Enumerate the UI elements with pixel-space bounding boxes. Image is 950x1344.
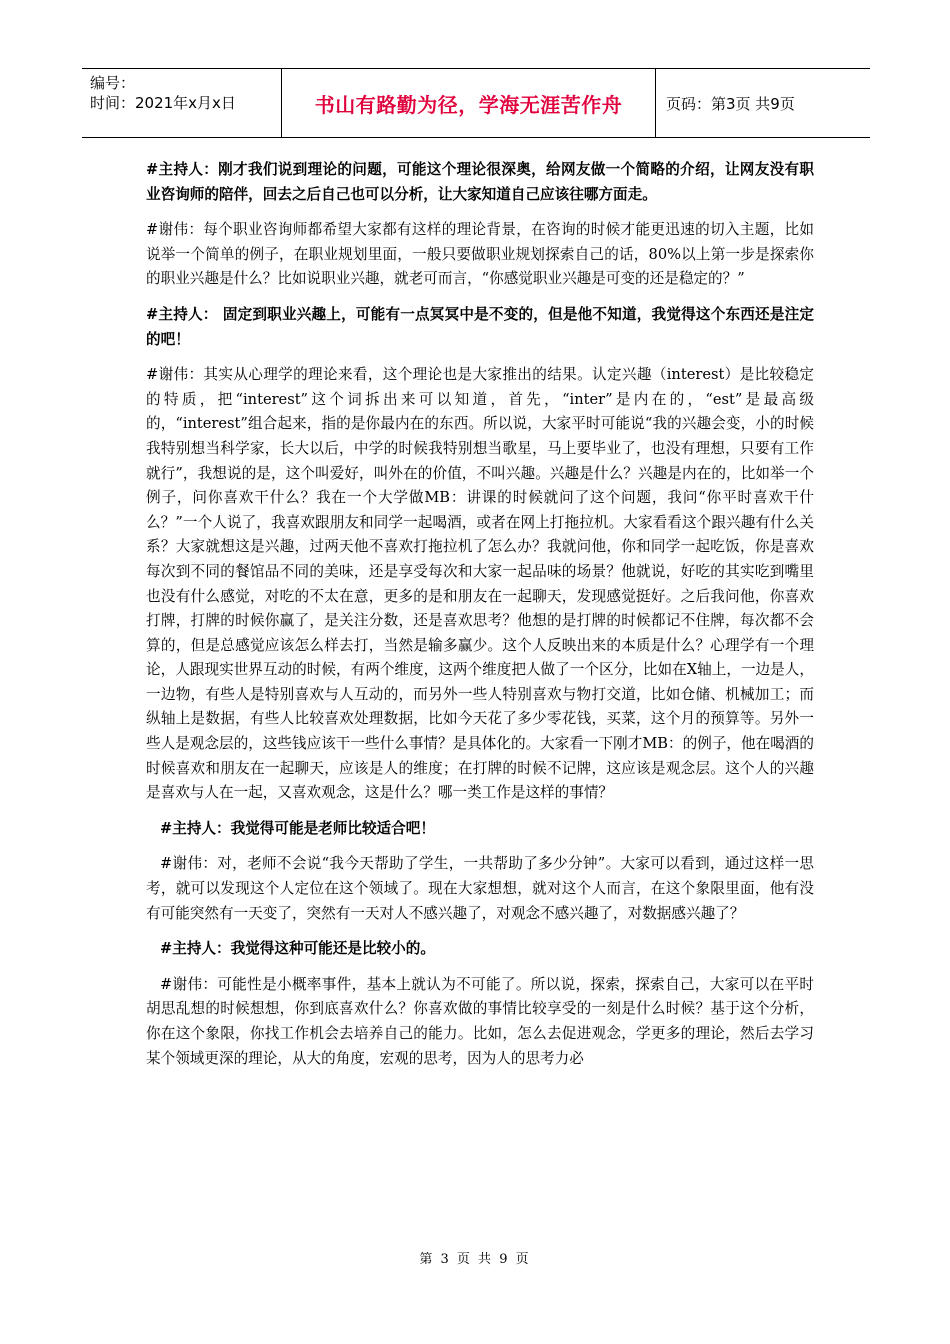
paragraph-host-1: #主持人：刚才我们说到理论的问题，可能这个理论很深奥，给网友做一个简略的介绍，让网友没有职业咨询师的陪伴，回去之后自己也可以分析，让大家知道自己应该往哪方面走。 [146,161,814,203]
page-header [82,68,870,138]
paragraph-guest-1: #谢伟：每个职业咨询师都希望大家都有这样的理论背景，在咨询的时候才能更迅速的切入主题，比如说举一个简单的例子，在职业规划里面，一般只要做职业规划探索自己的话，80%以上第一步是探索你的职业兴趣是什么？比如说职业兴趣，就老可而言，“你感觉职业兴趣是可变的还是稳定的？” [146,221,814,288]
document-date-label: 时间：2021年x月x日 [90,94,236,112]
page-footer [0,1248,950,1267]
header-page-info: 页码：第3页 共9页 [666,94,795,113]
document-body [146,158,814,1082]
header-motto: 书山有路勤为径，学海无涯苦作舟 [314,92,623,117]
paragraph-host-4: #主持人：我觉得这种可能还是比较小的。 [160,940,435,958]
paragraph-guest-4: #谢伟：可能性是小概率事件，基本上就认为不可能了。所以说，探索，探索自己，大家可以在平时胡思乱想的时候想想，你到底喜欢什么？你喜欢做的事情比较享受的一刻是什么时候？基于这个分析，你在这个象限，你找工作机会去培养自己的能力。比如，怎么去促进观念，学更多的理论，然后去学习某个领域更深的理论，从大的角度，宏观的思考，因为人的思考力必 [146,975,814,1067]
document-code-label: 编号： [90,74,136,92]
footer-page-number: 第 3 页 共 9 页 [419,1252,531,1267]
paragraph-host-2: #主持人： 固定到职业兴趣上，可能有一点冥冥中是不变的，但是他不知道，我觉得这个东西还是注定的吧！ [146,305,814,348]
header-page-cell [656,69,870,137]
paragraph-guest-2: #谢伟：其实从心理学的理论来看，这个理论也是大家推出的结果。认定兴趣（interest）是比较稳定的特质，把“interest”这个词拆出来可以知道，首先，“inter”是内在的，“est”是最高级的，“interest”组合起来，指的是你最内在的东西。所以说，大家平时可能说“我的兴趣会变，小的时候我特别想当科学家，长大以后，中学的时候我特别想当歌星，马上要毕业了，也没有理想，只要有工作就行”，我想说的是，这个叫爱好，叫外在的价值，不叫兴趣。兴趣是什么？兴趣是内在的，比如举一个例子，问你喜欢干什么？我在一个大学做MB：讲课的时候就问了这个问题，我问“你平时喜欢干什么？”一个人说了，我喜欢跟朋友和同学一起喝酒，或者在网上打拖拉机。大家看看这个跟兴趣有什么关系？大家就想这是兴趣，过两天他不喜欢打拖拉机了怎么办？我就问他，你和同学一起吃饭，你是喜欢每次到不同的餐馆品不同的美味，还是享受每次和大家一起品味的场景？他就说，好吃的其实吃到嘴里也没有什么感觉，对吃的不太在意，更多的是和朋友在一起聊天，发现感觉挺好。之后我问他，你喜欢打牌，打牌的时候你赢了，是关注分数，还是喜欢思考？他想的是打牌的时候都记不住牌，每次都不会算的，但是总感觉应该怎么样去打，当然是输多赢少。这个人反映出来的本质是什么？心理学有一个理论，人跟现实世界互动的时候，有两个维度，这两个维度把人做了一个区分，比如在X轴上，一边是人，一边物，有些人是特别喜欢与人互动的，而另外一些人特别喜欢与物打交道，比如仓储、机械加工；而纵轴上是数据，有些人比较喜欢处理数据，比如今天花了多少零花钱，买菜，这个月的预算等。另外一些人是观念层的，这些钱应该干一些什么事情？是具体化的。大家看一下刚才MB：的例子，他在喝酒的时候喜欢和朋友在一起聊天，应该是人的维度；在打牌的时候不记牌，这应该是观念层。这个人的兴趣是喜欢与人在一起，又喜欢观念，这是什么？哪一类工作是这样的事情？ [146,366,814,802]
header-motto-cell [282,69,656,137]
paragraph-host-3: #主持人：我觉得可能是老师比较适合吧！ [160,819,435,837]
paragraph-guest-3: #谢伟：对，老师不会说“我今天帮助了学生，一共帮助了多少分钟”。大家可以看到，通过这样一思考，就可以发现这个人定位在这个领域了。现在大家想想，就对这个人而言，在这个象限里面，他有没有可能突然有一天变了，突然有一天对人不感兴趣了，对观念不感兴趣了，对数据感兴趣了？ [146,855,814,922]
header-meta-cell [82,69,282,137]
